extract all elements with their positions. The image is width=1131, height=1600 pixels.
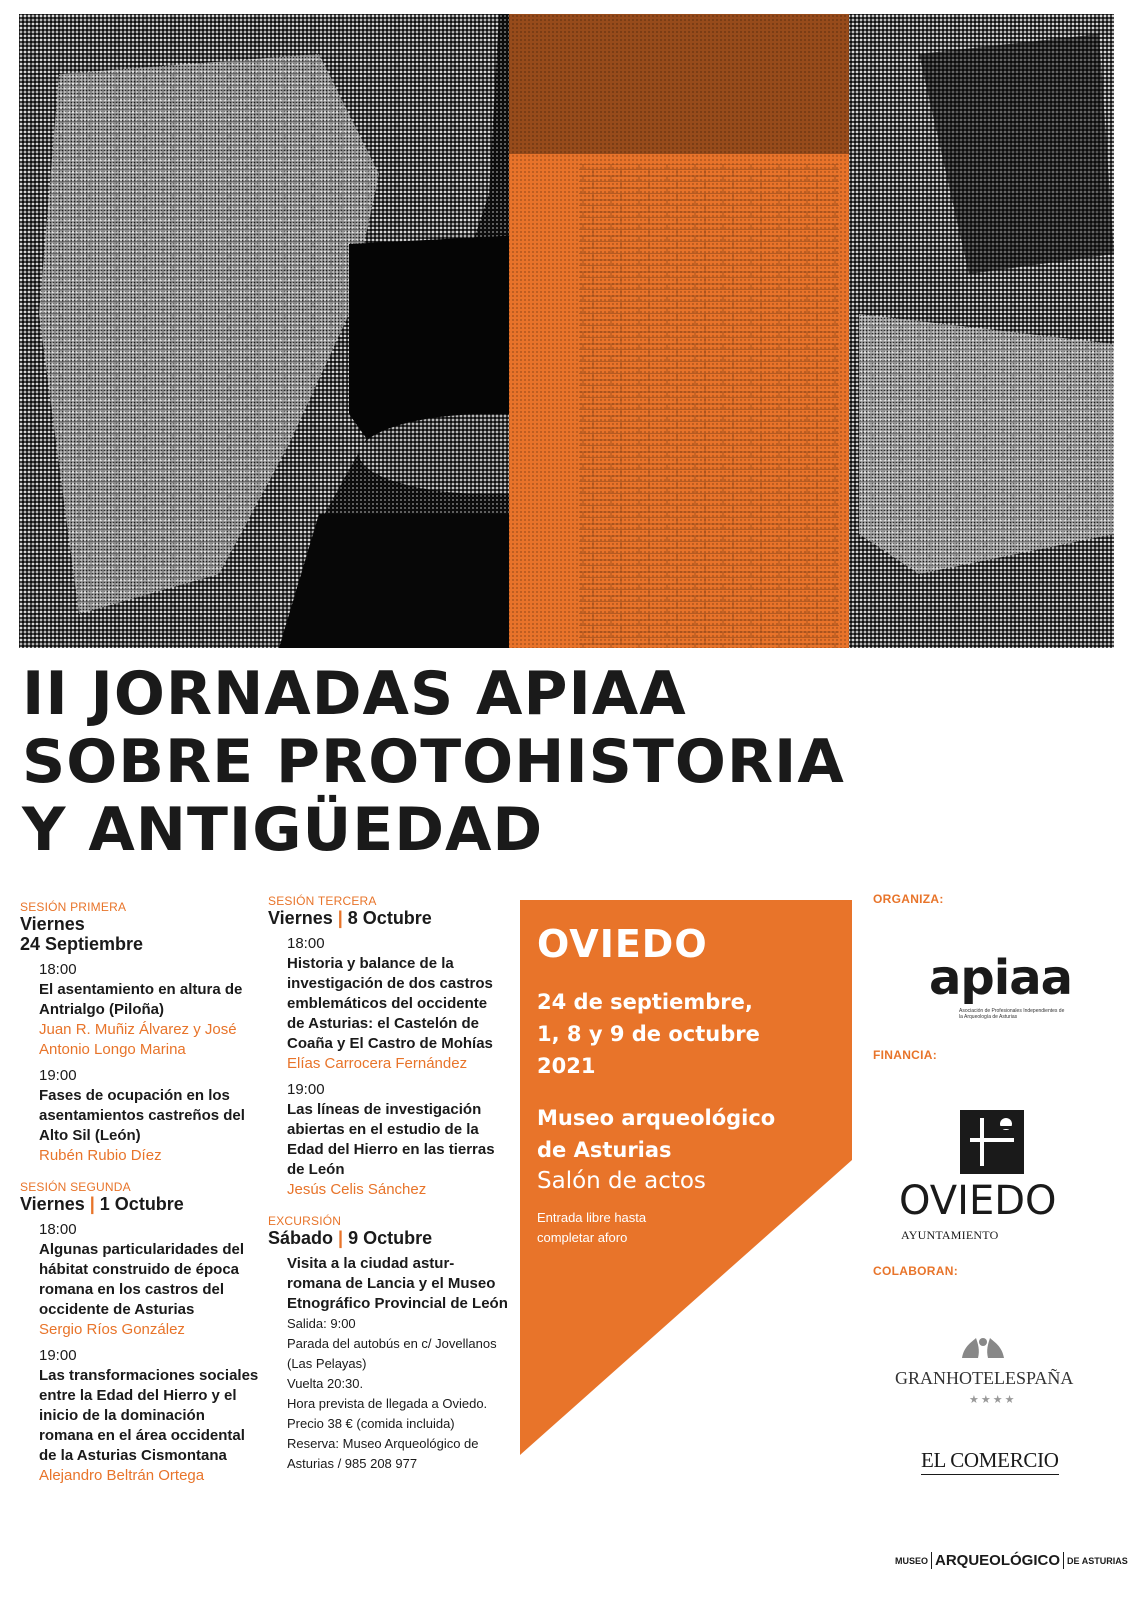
talk-title: Fases de ocupación en los asentamientos castreños del Alto Sil (León) [39, 1087, 245, 1144]
excursion-detail: Hora prevista de llegada a Oviedo. [287, 1396, 488, 1411]
session-day: Viernes [20, 1194, 85, 1214]
dates-line-2: 1, 8 y 9 de octubre [537, 1022, 760, 1046]
programme-column-2 [268, 894, 508, 1488]
venue-line-2: de Asturias [537, 1138, 672, 1162]
session-day: Viernes [268, 908, 333, 928]
museo-logo-part-3: DE ASTURIAS [1067, 1555, 1128, 1566]
talk-time: 19:00 [39, 1067, 77, 1084]
sponsors-column [873, 892, 1128, 1590]
info-panel [520, 900, 852, 1455]
talk-speaker: Alejandro Beltrán Ortega [39, 1467, 205, 1484]
museo-logo-part-2: ARQUEOLÓGICO [931, 1552, 1064, 1569]
session-date: 8 Octubre [347, 908, 432, 928]
talk-speaker: Jesús Celis Sánchez [287, 1181, 427, 1198]
hotel-stars: ★★★★ [969, 1393, 1017, 1406]
talk-time: 18:00 [287, 935, 325, 952]
session-date-line [268, 1228, 508, 1248]
apiaa-logo: apiaa [929, 950, 1072, 1006]
session-day: Viernes [20, 914, 85, 934]
session-date: 24 Septiembre [20, 934, 144, 954]
entry-line-2: completar aforo [537, 1230, 628, 1245]
talk-speaker: Elías Carrocera Fernández [287, 1055, 468, 1072]
event-title [22, 660, 1112, 864]
room: Salón de actos [537, 1168, 706, 1194]
oviedo-shield-icon [960, 1110, 1024, 1174]
organiza-label: ORGANIZA: [873, 892, 944, 906]
ruins-halftone-image [19, 14, 1114, 648]
title-line-2: SOBRE PROTOHISTORIA [22, 727, 845, 797]
talk [39, 1346, 260, 1486]
title-line-3: Y ANTIGÜEDAD [22, 795, 544, 865]
city: OVIEDO [537, 922, 708, 966]
programme-column-1 [20, 900, 260, 1500]
talk-time: 18:00 [39, 961, 77, 978]
venue-line-1: Museo arqueológico [537, 1106, 776, 1130]
title-line-1: II JORNADAS APIAA [22, 659, 687, 729]
apiaa-logo-subtitle: Asociación de Profesionales Independientes de la Arqueología de Asturias [959, 1008, 1065, 1020]
entry-note [537, 1208, 837, 1248]
talk-title: Historia y balance de la investigación de dos castros emblemáticos del occidente de Asturias: el Castelón de Coaña y El Castro de Mohías [287, 955, 493, 1052]
excursion-detail: Vuelta 20:30. [287, 1376, 364, 1391]
date-separator: | [337, 908, 343, 928]
granhotel-logo: GRANHOTELESPAÑA [895, 1368, 1074, 1388]
date-separator: | [89, 1194, 95, 1214]
talk-title: El asentamiento en altura de Antrialgo (Piloña) [39, 981, 243, 1018]
hero-photo [19, 14, 1114, 648]
financia-label: FINANCIA: [873, 1048, 938, 1062]
talk [39, 1220, 260, 1340]
session-day: Sábado [268, 1228, 334, 1248]
excursion-detail: Precio 38 € (comida incluida) [287, 1416, 455, 1431]
session-date: 1 Octubre [99, 1194, 184, 1214]
talk-time: 19:00 [287, 1081, 325, 1098]
oviedo-logo-text: OVIEDO [899, 1178, 1057, 1224]
session-excursion [268, 1214, 508, 1474]
session-2 [20, 1180, 260, 1486]
talk [287, 1080, 508, 1200]
talk-title: Las líneas de investigación abiertas en el estudio de la Edad del Hierro en las tierras de León [287, 1101, 495, 1178]
talk-title: Las transformaciones sociales entre la Edad del Hierro y el inicio de la dominación romana en el área occidental de la Asturias Cismontana [39, 1367, 259, 1464]
session-date: 9 Octubre [348, 1228, 433, 1248]
talk-speaker: Juan R. Muñiz Álvarez y José Antonio Longo Marina [39, 1021, 237, 1058]
session-date-line [20, 1194, 260, 1214]
session-3 [268, 894, 508, 1200]
entry-line-1: Entrada libre hasta [537, 1210, 647, 1225]
date-separator: | [338, 1228, 344, 1248]
talk-title: Algunas particularidades del hábitat construido de época romana en los castros del occidente de Asturias [39, 1241, 245, 1318]
session-label: SESIÓN SEGUNDA [20, 1180, 131, 1194]
session-label: SESIÓN PRIMERA [20, 900, 127, 914]
talk-speaker: Rubén Rubio Díez [39, 1147, 162, 1164]
museo-arqueologico-logo [895, 1552, 1128, 1569]
talk [287, 1254, 508, 1474]
session-label: EXCURSIÓN [268, 1214, 342, 1228]
talk [39, 960, 260, 1060]
excursion-detail: Reserva: Museo Arqueológico de Asturias / 985 208 977 [287, 1436, 479, 1471]
session-date-line [268, 908, 508, 928]
hotel-lions-icon [958, 1332, 1008, 1362]
colaboran-label: COLABORAN: [873, 1264, 958, 1278]
talk-speaker: Sergio Ríos González [39, 1321, 185, 1338]
talk [39, 1066, 260, 1166]
talk-title: Visita a la ciudad astur-romana de Lancia y el Museo Etnográfico Provincial de León [287, 1255, 508, 1312]
excursion-detail: Salida: 9:00 [287, 1316, 356, 1331]
elcomercio-logo: EL COMERCIO [921, 1448, 1059, 1475]
dates-line-1: 24 de septiembre, [537, 990, 753, 1014]
venue [537, 1102, 837, 1166]
dates-line-3: 2021 [537, 1054, 596, 1078]
talk-time: 18:00 [39, 1221, 77, 1238]
talk [287, 934, 508, 1074]
info-content [537, 922, 837, 1248]
event-dates [537, 986, 837, 1082]
talk-time: 19:00 [39, 1347, 77, 1364]
excursion-detail: Parada del autobús en c/ Jovellanos (Las Pelayas) [287, 1336, 497, 1371]
museo-logo-part-1: MUSEO [895, 1555, 929, 1566]
oviedo-logo-subtitle: AYUNTAMIENTO [901, 1228, 999, 1242]
session-label: SESIÓN TERCERA [268, 894, 377, 908]
session-1 [20, 900, 260, 1166]
